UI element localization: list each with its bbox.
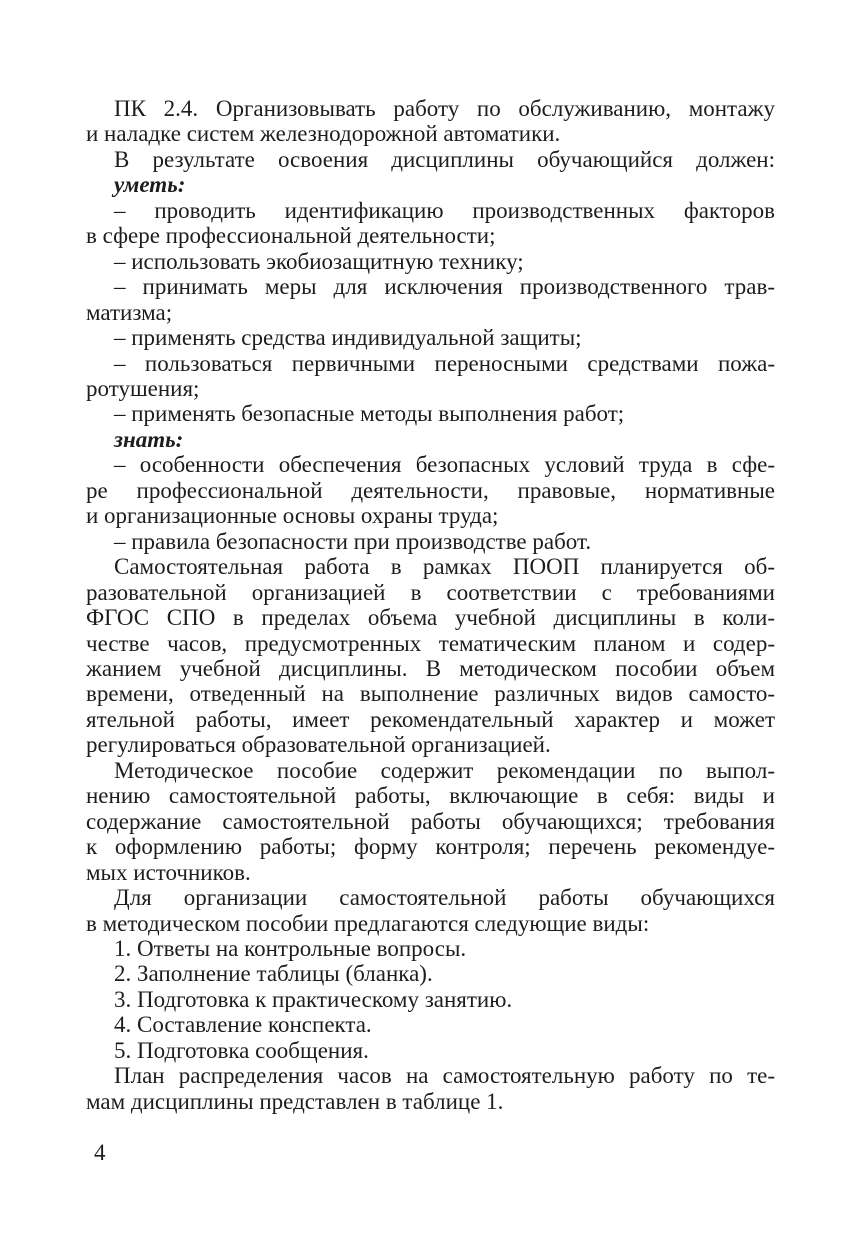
text-line-umet-heading: уметь: [114,172,186,198]
text-line: разовательной организацией в соответствии с требованиями [86,579,775,605]
text-line: времени, отведенный на выполнение различных видов самосто- [86,681,775,707]
text-line: План распределения часов на самостоятельную работу по те- [114,1063,775,1089]
list-item-4: 4. Составление конспекта. [114,1012,372,1038]
text-line: Самостоятельная работа в рамках ПООП планируется об- [114,554,775,580]
text-line: в сфере профессиональной деятельности; [86,223,496,249]
list-item-5: 5. Подготовка сообщения. [114,1037,369,1063]
text-line: жанием учебной дисциплины. В методическом пособии объем [86,655,775,681]
text-line: Методическое пособие содержит рекомендации по выпол- [114,757,775,783]
text-line: – применять безопасные методы выполнения работ; [114,401,625,427]
text-line: ФГОС СПО в пределах объема учебной дисциплины в коли- [86,605,775,631]
text-line: и организационные основы охраны труда; [86,503,499,529]
text-line: – принимать меры для исключения производственного трав- [114,274,775,300]
text-line: честве часов, предусмотренных тематическим планом и содер- [86,630,775,656]
text-line: нению самостоятельной работы, включающие в себя: виды и [86,783,775,809]
body-text [86,96,775,1114]
text-line: – использовать экобиозащитную технику; [114,248,524,274]
list-item-3: 3. Подготовка к практическому занятию. [114,986,513,1012]
text-line-znat-heading: знать: [114,426,184,452]
page-number: 4 [94,1140,106,1165]
text-line: – пользоваться первичными переносными средствами пожа- [114,350,775,376]
text-line: В результате освоения дисциплины обучающийся должен: [114,146,775,172]
text-line: – применять средства индивидуальной защиты; [114,325,582,351]
text-line: Для организации самостоятельной работы обучающихся [114,885,775,911]
text-line: – особенности обеспечения безопасных условий труда в сфе- [114,452,775,478]
text-line: ре профессиональной деятельности, правовые, нормативные [86,477,775,503]
text-line: в методическом пособии предлагаются следующие виды: [86,910,650,936]
text-line: ПК 2.4. Организовывать работу по обслуживанию, монтажу [114,96,775,121]
text-line: к оформлению работы; форму контроля; перечень рекомендуе- [86,834,775,860]
text-line: регулироваться образовательной организацией. [86,732,551,758]
text-line: и наладке систем железнодорожной автоматики. [86,121,561,147]
text-line: мам дисциплины представлен в таблице 1. [86,1088,504,1114]
text-line: – правила безопасности при производстве работ. [114,528,592,554]
text-line: содержание самостоятельной работы обучающихся; требования [86,808,775,834]
text-line: матизма; [86,299,173,325]
text-line: ротушения; [86,375,200,401]
text-line: ятельной работы, имеет рекомендательный характер и может [86,706,775,732]
list-item-2: 2. Заполнение таблицы (бланка). [114,961,433,987]
text-line: – проводить идентификацию производственных факторов [114,197,775,223]
list-item-1: 1. Ответы на контрольные вопросы. [114,935,467,961]
text-line: мых источников. [86,859,251,885]
